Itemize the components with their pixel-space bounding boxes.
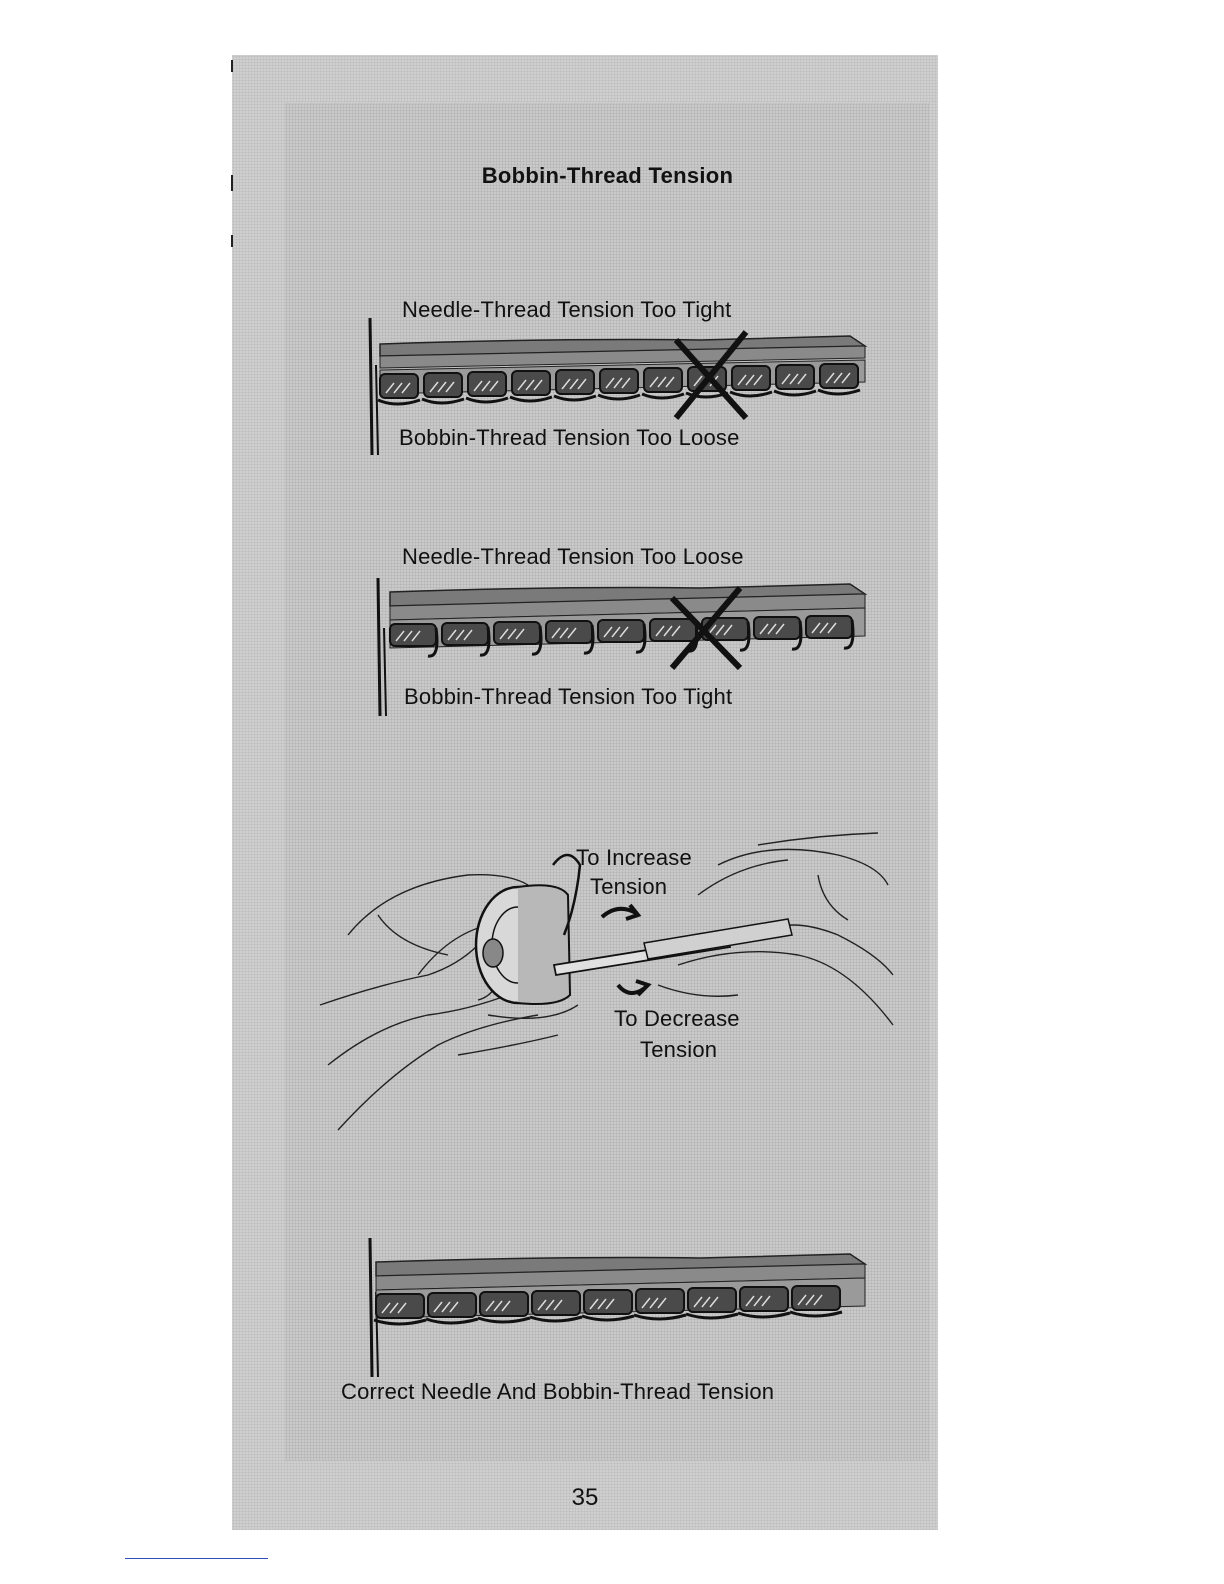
figure4-caption: Correct Needle And Bobbin-Thread Tension <box>341 1379 775 1404</box>
increase-tension-label-line2: Tension <box>590 874 668 899</box>
footer-rule <box>125 1558 268 1559</box>
figure2-bottom-label: Bobbin-Thread Tension Too Tight <box>404 684 733 709</box>
figure1-bottom-label: Bobbin-Thread Tension Too Loose <box>399 425 740 450</box>
stitch-diagram-correct <box>360 1232 880 1382</box>
increase-tension-label-line1: To Increase <box>576 845 692 870</box>
scan-margin-mark <box>231 175 233 191</box>
page-title: Bobbin-Thread Tension <box>481 163 734 188</box>
stitch-loops <box>390 616 853 656</box>
figure1-top-label: Needle-Thread Tension Too Tight <box>402 297 732 322</box>
decrease-tension-label-line1: To Decrease <box>614 1006 740 1031</box>
scan-margin-mark <box>231 60 233 72</box>
figure2-top-label: Needle-Thread Tension Too Loose <box>402 544 744 569</box>
bobbin-case-adjustment-illustration <box>318 825 898 1135</box>
page-number: 35 <box>571 1484 599 1511</box>
decrease-tension-label-line2: Tension <box>640 1037 718 1062</box>
scan-margin-mark <box>231 235 233 247</box>
